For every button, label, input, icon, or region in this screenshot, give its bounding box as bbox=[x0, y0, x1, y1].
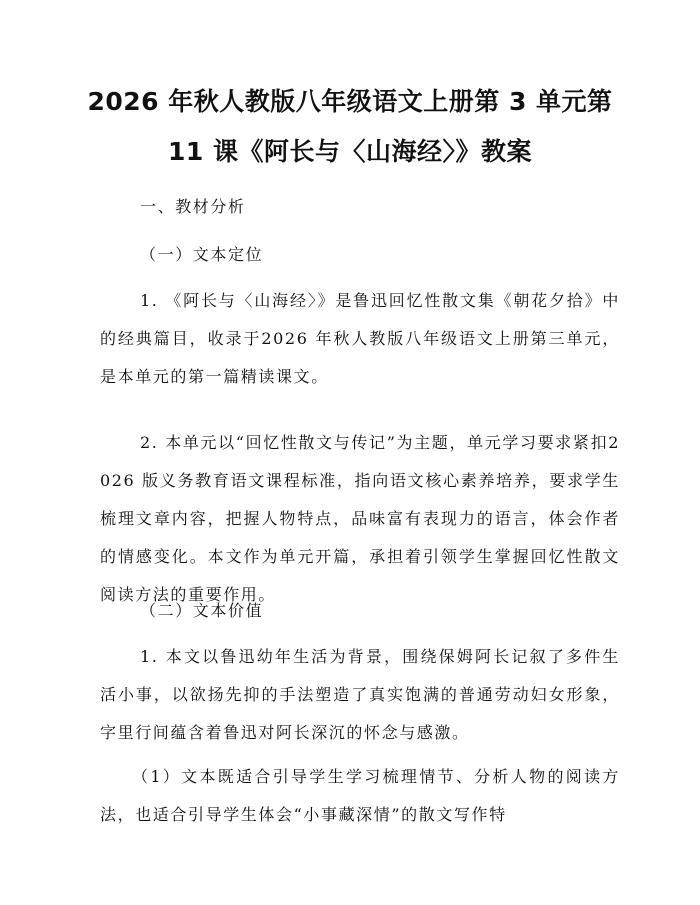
section-heading-teaching-material-analysis: 一、教材分析 bbox=[140, 197, 246, 216]
document-title-line-1: 2026 年秋人教版八年级语文上册第 3 单元第 bbox=[87, 87, 613, 116]
paragraph-positioning-2: 2. 本单元以“回忆性散文与传记”为主题，单元学习要求紧扣2026 版义务教育语文课程标准，指向语文核心素养培养，要求学生梳理文章内容，把握人物特点，品味富有表现力的语言，体会作者的情感变化。本文作为单元开篇，承担着引领学生掌握回忆性散文阅读方法的重要作用。 bbox=[100, 433, 620, 604]
document-title-line-2: 11 课《阿长与〈山海经〉》教案 bbox=[168, 137, 532, 166]
paragraph-value-1: 1. 本文以鲁迅幼年生活为背景，围绕保姆阿长记叙了多件生活小事，以欲扬先抑的手法塑造了真实饱满的普通劳动妇女形象，字里行间蕴含着鲁迅对阿长深沉的怀念与感激。 bbox=[100, 647, 620, 742]
subsection-heading-text-positioning: （一）文本定位 bbox=[140, 245, 264, 264]
paragraph-value-1-sub-1: （1）文本既适合引导学生学习梳理情节、分析人物的阅读方法，也适合引导学生体会“小事藏深情”的散文写作特 bbox=[100, 767, 620, 824]
subsection-heading-text-value: （二）文本价值 bbox=[140, 601, 264, 620]
paragraph-positioning-1: 1. 《阿长与〈山海经〉》是鲁迅回忆性散文集《朝花夕拾》中的经典篇目，收录于2026 年秋人教版八年级语文上册第三单元，是本单元的第一篇精读课文。 bbox=[100, 291, 620, 386]
